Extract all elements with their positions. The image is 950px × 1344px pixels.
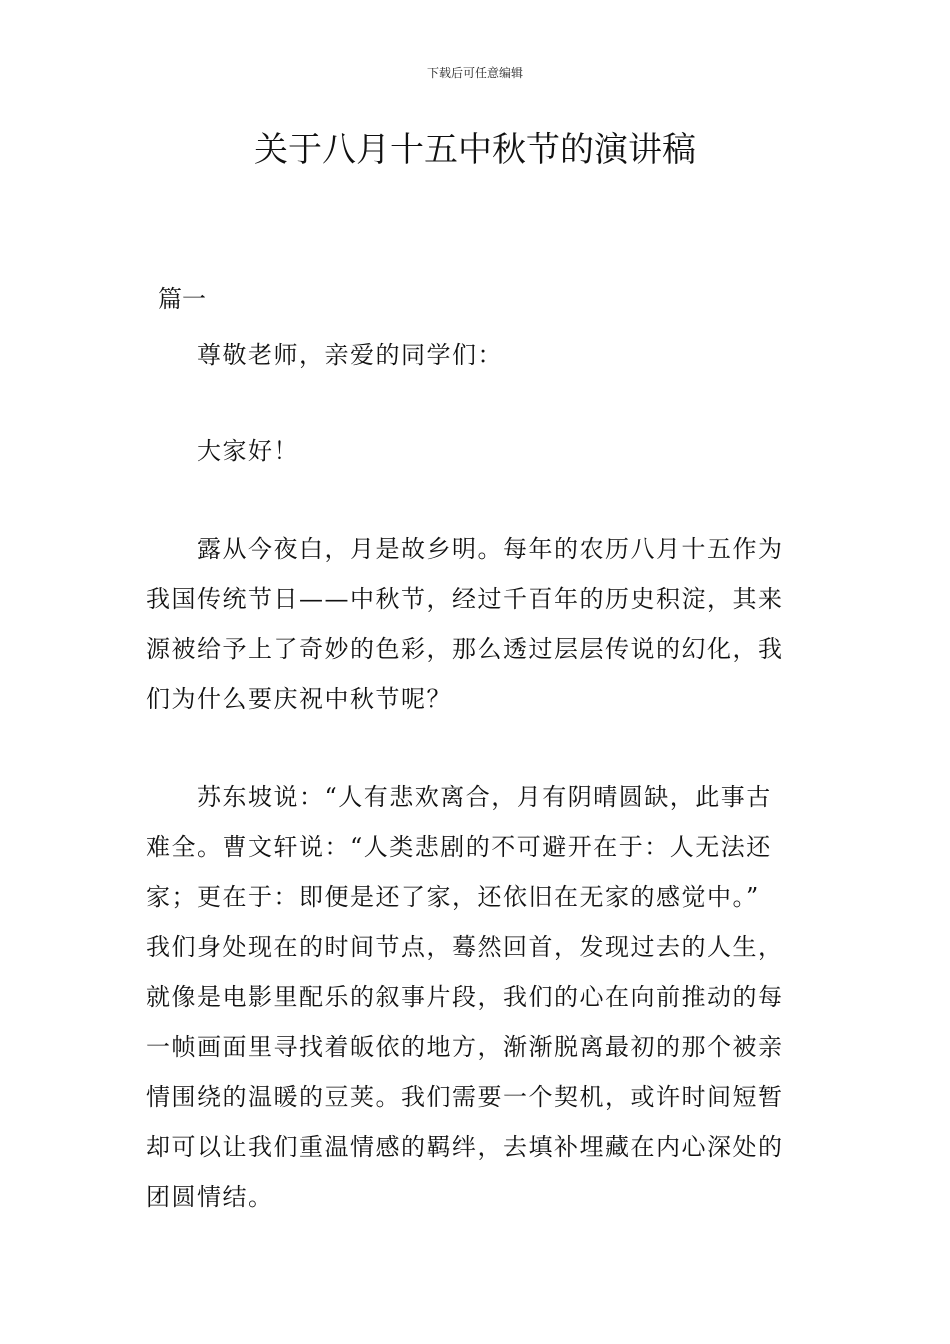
paragraph-line: 露从今夜白，月是故乡明。每年的农历八月十五作为 — [146, 535, 784, 563]
document-title: 关于八月十五中秋节的演讲稿 — [254, 130, 696, 170]
section-label: 篇一 — [158, 285, 206, 313]
paragraph-line: 们为什么要庆祝中秋节呢？ — [146, 685, 452, 713]
paragraph-line: 源被给予上了奇妙的色彩，那么透过层层传说的幻化，我 — [146, 635, 784, 663]
paragraph-line: 苏东坡说：“人有悲欢离合，月有阴晴圆缺，此事古 — [146, 783, 772, 811]
paragraph-line: 难全。曹文轩说：“人类悲剧的不可避开在于：人无法还 — [146, 833, 772, 861]
paragraph-line: 尊敬老师，亲爱的同学们： — [146, 341, 503, 369]
header-note: 下载后可任意编辑 — [426, 66, 523, 80]
paragraph-line: 我们身处现在的时间节点，蓦然回首，发现过去的人生， — [146, 933, 784, 961]
paragraph-line: 一帧画面里寻找着皈依的地方，渐渐脱离最初的那个被亲 — [146, 1033, 784, 1061]
paragraph-line: 家；更在于：即便是还了家，还依旧在无家的感觉中。” — [146, 883, 760, 911]
paragraph-line: 情围绕的温暖的豆荚。我们需要一个契机，或许时间短暂 — [146, 1083, 784, 1111]
paragraph-line: 团圆情结。 — [146, 1183, 274, 1211]
paragraph-line: 却可以让我们重温情感的羁绊，去填补埋藏在内心深处的 — [146, 1133, 784, 1161]
paragraph-hello — [146, 426, 806, 476]
paragraph-quote — [146, 772, 806, 1222]
paragraph-line: 就像是电影里配乐的叙事片段，我们的心在向前推动的每 — [146, 983, 784, 1011]
paragraph-line: 大家好！ — [146, 437, 299, 465]
paragraph-greeting — [146, 330, 806, 380]
paragraph-line: 我国传统节日——中秋节，经过千百年的历史积淀，其来 — [146, 585, 784, 613]
paragraph-intro — [146, 524, 806, 724]
